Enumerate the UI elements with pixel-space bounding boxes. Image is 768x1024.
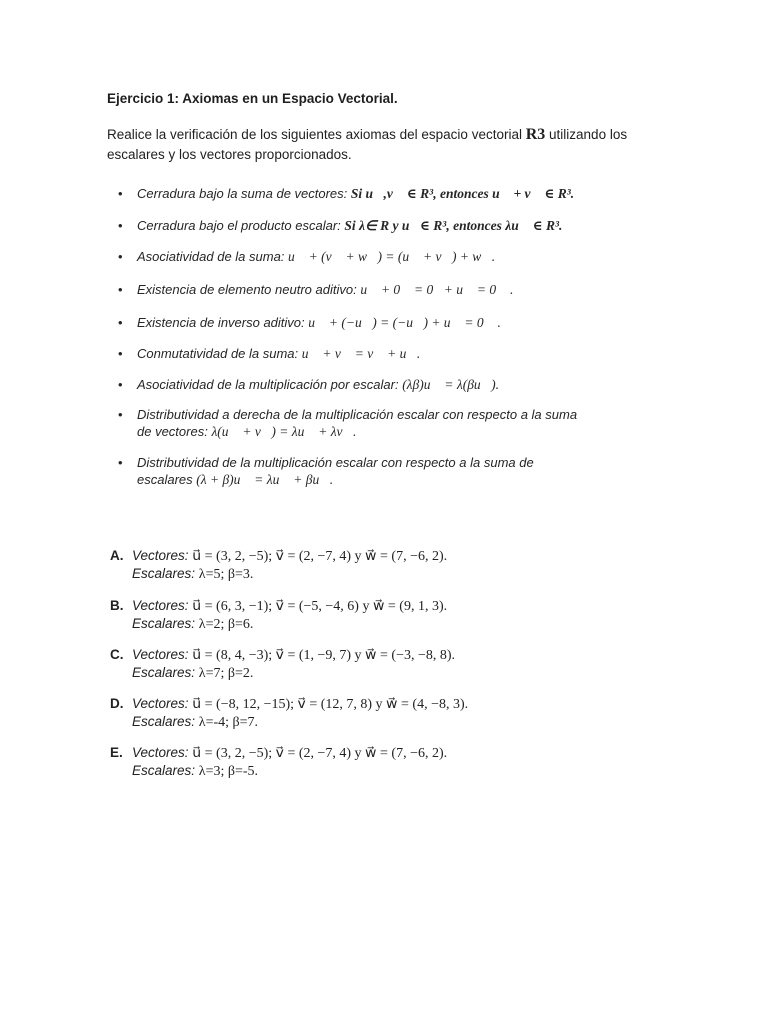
axiom-item <box>118 314 588 331</box>
axiom-formula: u⃗ + (v⃗ + w⃗) = (u⃗ + v⃗) + w⃗. <box>288 249 496 264</box>
axiom-item <box>118 217 588 234</box>
bullet-icon: • <box>118 315 123 330</box>
axiom-item <box>118 248 588 265</box>
axiom-formula: u⃗ + 0⃗ = 0⃗+ u⃗ = 0⃗ . <box>360 282 514 297</box>
axiom-formula: Si λ∈ R y u⃗∈ R³, entonces λu⃗ ∈ R³. <box>344 218 563 233</box>
vectors-label: Vectores: <box>132 745 193 760</box>
axiom-item <box>118 454 588 488</box>
axiom-item <box>118 406 588 440</box>
axiom-name: Distributividad a derecha de la multiplicación escalar con respecto a la suma de vectores: <box>137 407 578 439</box>
axiom-name: Asociatividad de la suma: <box>137 249 289 264</box>
axiom-item <box>118 185 588 202</box>
axiom-name: Cerradura bajo la suma de vectores: <box>137 186 351 201</box>
exercise-item-a <box>110 547 590 583</box>
axiom-name: Conmutatividad de la suma: <box>137 346 302 361</box>
exercise-item-d <box>110 695 590 731</box>
axiom-name: Distributividad de la multiplicación escalar con respecto a la suma de escalares <box>137 455 534 487</box>
intro-text-after: utilizando los escalares y los vectores proporcionados. <box>107 127 628 162</box>
axiom-formula: u⃗ + v⃗ = v⃗ + u⃗. <box>301 346 421 361</box>
exercise-letter: E. <box>110 745 123 760</box>
axiom-name: Asociatividad de la multiplicación por escalar: <box>137 377 403 392</box>
exercise-item-c <box>110 646 590 682</box>
exercise-letter: D. <box>110 696 124 711</box>
axiom-formula: (λβ)u⃗ = λ(βu⃗). <box>402 377 500 392</box>
exercise-title: Ejercicio 1: Axiomas en un Espacio Vectorial. <box>107 91 398 106</box>
scalars-values: λ=7; β=2. <box>198 666 254 681</box>
exercise-letter: B. <box>110 598 124 613</box>
bullet-icon: • <box>118 407 123 422</box>
exercise-item-b <box>110 597 590 633</box>
bullet-icon: • <box>118 377 123 392</box>
scalars-label: Escalares: <box>132 566 199 581</box>
exercise-letter: A. <box>110 548 124 563</box>
scalars-values: λ=5; β=3. <box>198 567 254 582</box>
vectors-label: Vectores: <box>132 696 193 711</box>
axiom-name: Existencia de elemento neutro aditivo: <box>137 282 361 297</box>
axiom-item <box>118 281 588 298</box>
scalars-label: Escalares: <box>132 665 199 680</box>
bullet-icon: • <box>118 249 123 264</box>
axiom-formula: (λ + β)u⃗ = λu⃗ + βu⃗. <box>196 472 334 487</box>
bullet-icon: • <box>118 282 123 297</box>
bullet-icon: • <box>118 218 123 233</box>
vectors-label: Vectores: <box>132 598 193 613</box>
bullet-icon: • <box>118 186 123 201</box>
vectors-values: u⃗ = (3, 2, −5); v⃗ = (2, −7, 4) y w⃗ = (7, −6, 2). <box>192 746 448 761</box>
bullet-icon: • <box>118 346 123 361</box>
vectors-values: u⃗ = (3, 2, −5); v⃗ = (2, −7, 4) y w⃗ = (7, −6, 2). <box>192 549 448 564</box>
axiom-item <box>118 345 588 362</box>
intro-paragraph <box>107 125 667 165</box>
exercise-letter: C. <box>110 647 124 662</box>
axiom-formula: Si u⃗,v⃗ ∈ R³, entonces u⃗ + v⃗ ∈ R³. <box>350 186 575 201</box>
scalars-label: Escalares: <box>132 714 199 729</box>
vectors-values: u⃗ = (8, 4, −3); v⃗ = (1, −9, 7) y w⃗ = (−3, −8, 8). <box>192 648 456 663</box>
axiom-name: Existencia de inverso aditivo: <box>137 315 309 330</box>
axiom-formula: λ(u⃗ + v⃗) = λu⃗ + λv⃗. <box>211 424 357 439</box>
axiom-name: Cerradura bajo el producto escalar: <box>137 218 345 233</box>
scalars-label: Escalares: <box>132 616 199 631</box>
scalars-values: λ=3; β=-5. <box>198 764 259 779</box>
vectors-values: u⃗ = (−8, 12, −15); v⃗ = (12, 7, 8) y w⃗ = (4, −8, 3). <box>192 697 469 712</box>
scalars-values: λ=-4; β=7. <box>198 715 259 730</box>
vectors-label: Vectores: <box>132 647 193 662</box>
axiom-item <box>118 376 588 393</box>
vectors-label: Vectores: <box>132 548 193 563</box>
intro-text-before: Realice la verificación de los siguientes axiomas del espacio vectorial <box>107 127 526 142</box>
axiom-formula: u⃗ + (−u⃗) = (−u⃗) + u⃗ = 0⃗ . <box>308 315 501 330</box>
vector-space-name: R3 <box>525 126 546 143</box>
exercise-item-e <box>110 744 590 780</box>
scalars-label: Escalares: <box>132 763 199 778</box>
scalars-values: λ=2; β=6. <box>198 617 254 632</box>
bullet-icon: • <box>118 455 123 470</box>
vectors-values: u⃗ = (6, 3, −1); v⃗ = (−5, −4, 6) y w⃗ = (9, 1, 3). <box>192 599 448 614</box>
